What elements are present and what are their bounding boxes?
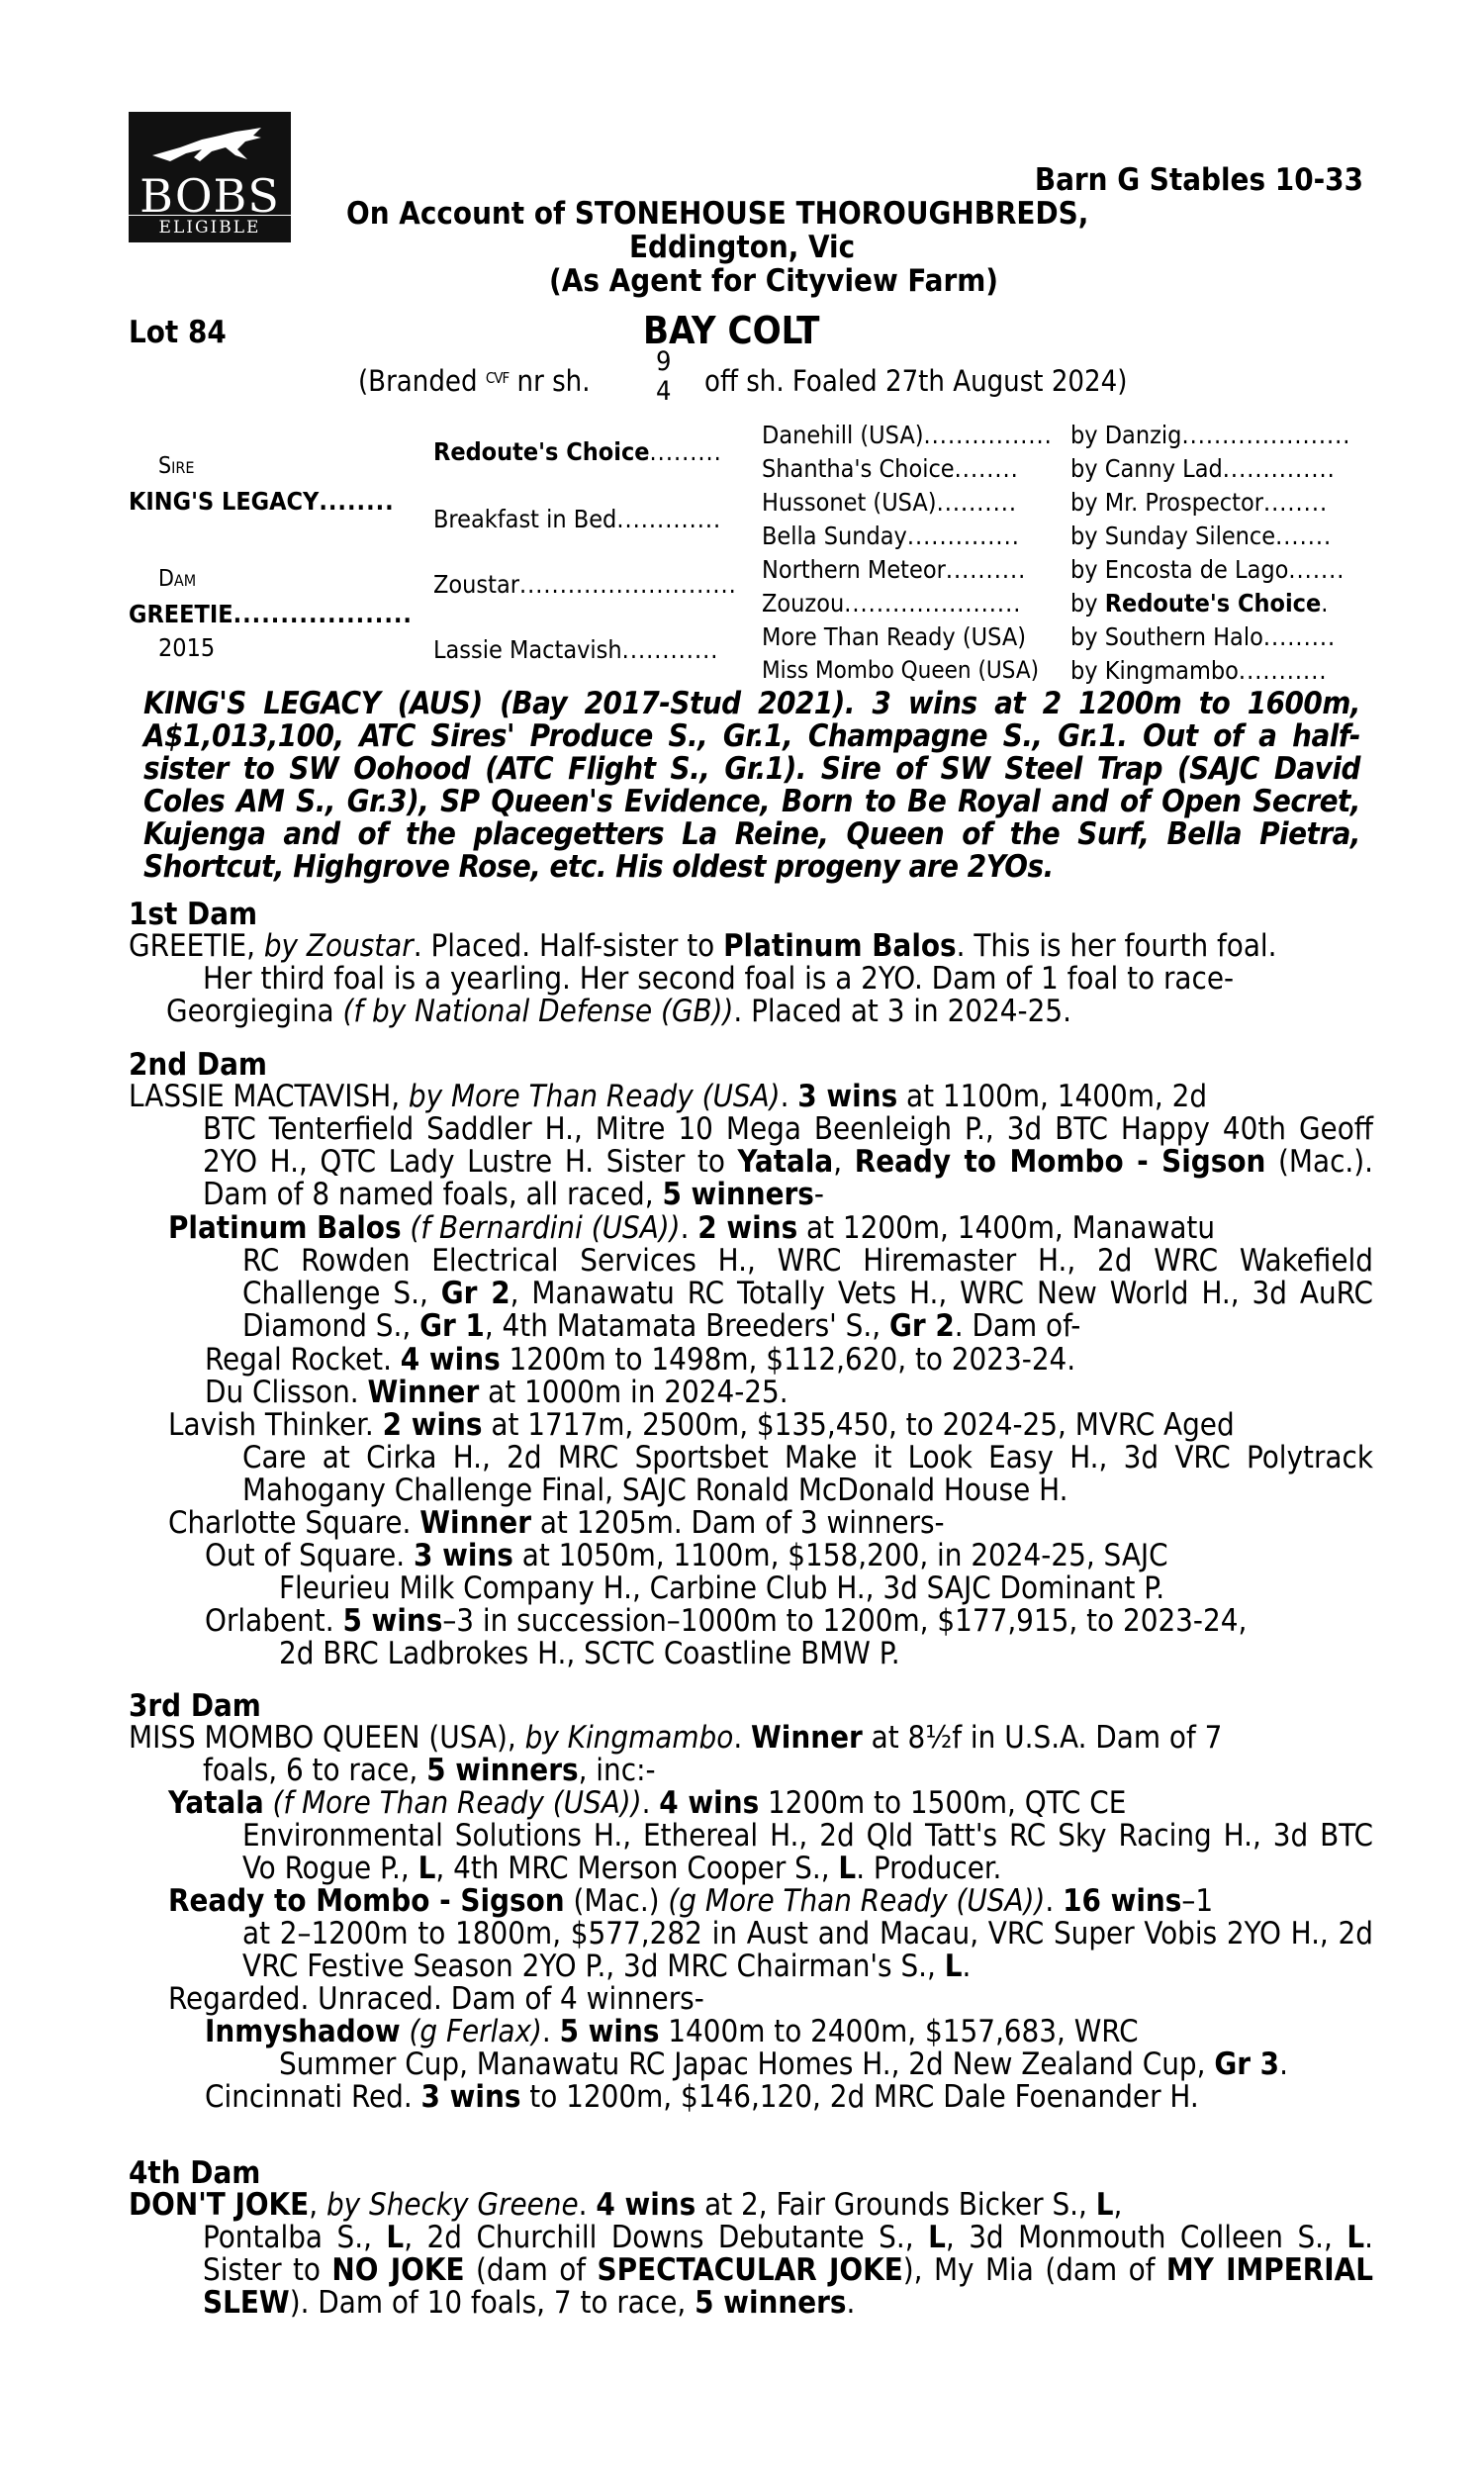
platinum-balos-entry: Platinum Balos (f Bernardini (USA)). 2 wins at 1200m, 1400m, Manawatu RC Rowden Electrical Services H., WRC Hiremaster H., 2d WRC Wakefield Challenge S., Gr 2, Manawatu RC Totally Vets H., WRC New World H., 3d AuRC Diamond S., Gr 1, 4th Matamata Breeders' S., Gr 2. Dam of-	[168, 1210, 1373, 1344]
brand-number-bottom: 4	[656, 376, 672, 407]
sire-summary: KING'S LEGACY (AUS) (Bay 2017-Stud 2021). 3 wins at 2 1200m to 1600m, A$1,013,100, ATC Sires' Produce S., Gr.1, Champagne S., Gr.1. Out of a half-sister to SW Oohood (ATC Flight S., Gr.1). Sire of SW Steel Trap (SAJC David Coles AM S., Gr.3), SP Queen's Evidence, Born to Be Royal and of Open Secret, Kujenga and of the placegetters La Reine, Queen of the Surf, Bella Pietra, Shortcut, Highgrove Rose, etc. His oldest progeny are 2YOs.	[143, 686, 1360, 885]
ready-to-mombo-entry: Ready to Mombo - Sigson (Mac.) (g More Than Ready (USA)). 16 wins–1 at 2–1200m to 1800m, $577,282 in Aust and Macau, VRC Super Vobis 2YO H., 2d VRC Festive Season 2YO P., 3d MRC Chairman's S., L.	[168, 1883, 1373, 1984]
inmyshadow-entry: Inmyshadow (g Ferlax). 5 wins 1400m to 2400m, $157,683, WRC Summer Cup, Manawatu RC Japac Homes H., 2d New Zealand Cup, Gr 3.	[205, 2014, 1288, 2082]
pedigree-g3-row: Bella Sunday..............	[762, 522, 1020, 550]
logo-main-text: BOBS	[139, 169, 280, 223]
sire-dam: Breakfast in Bed.............	[433, 505, 722, 533]
logo-sub-text: ELIGIBLE	[129, 215, 291, 238]
vendor-account: On Account of STONEHOUSE THOROUGHBREDS,	[346, 196, 1089, 232]
pedigree-g3-by: by Redoute's Choice.	[1070, 589, 1329, 618]
sire-name: KING'S LEGACY........	[129, 487, 395, 516]
cincinnati-red-entry: Cincinnati Red. 3 wins to 1200m, $146,120, 2d MRC Dale Foenander H.	[205, 2079, 1199, 2115]
barn-location: Barn G Stables 10-33	[1034, 162, 1363, 198]
lavish-thinker-entry: Lavish Thinker. 2 wins at 1717m, 2500m, $135,450, to 2024-25, MVRC Aged Care at Cirka H., 2d MRC Sportsbet Make it Look Easy H., 3d VRC Polytrack Mahogany Challenge Final, SAJC Ronald McDonald House H.	[168, 1407, 1373, 1508]
fourth-dam-text: DON'T JOKE, by Shecky Greene. 4 wins at 2, Fair Grounds Bicker S., L, Pontalba S., L, 2d Churchill Downs Debutante S., L, 3d Monmouth Colleen S., L. Sister to NO JOKE (dam of SPECTACULAR JOKE), My Mia (dam of MY IMPERIAL SLEW). Dam of 10 foals, 7 to race, 5 winners.	[129, 2187, 1374, 2321]
regal-rocket-entry: Regal Rocket. 4 wins 1200m to 1498m, $112,620, to 2023-24.	[205, 1342, 1076, 1378]
fourth-dam-heading: 4th Dam	[129, 2155, 261, 2191]
pedigree-g3-row: Hussonet (USA)..........	[762, 488, 1017, 517]
pedigree-g3-by: by Danzig.....................	[1070, 421, 1351, 449]
sire-sire: Redoute's Choice.........	[433, 437, 722, 466]
lot-number: Lot 84	[129, 315, 227, 350]
yatala-entry: Yatala (f More Than Ready (USA)). 4 wins 1200m to 1500m, QTC CE Environmental Solutions H., Ethereal H., 2d Qld Tatt's RC Sky Racing H., 3d BTC Vo Rogue P., L, 4th MRC Merson Cooper S., L. Producer.	[168, 1785, 1373, 1886]
out-of-square-entry: Out of Square. 3 wins at 1050m, 1100m, $158,200, in 2024-25, SAJC Fleurieu Milk Company H., Carbine Club H., 3d SAJC Dominant P.	[205, 1538, 1168, 1606]
vendor-agent: (As Agent for Cityview Farm)	[549, 263, 999, 299]
orlabent-entry: Orlabent. 5 wins–3 in succession–1000m to 1200m, $177,915, to 2023-24, 2d BRC Ladbrokes H., SCTC Coastline BMW P.	[205, 1603, 1248, 1671]
vendor-location: Eddington, Vic	[629, 230, 856, 265]
dam-name: GREETIE...................	[129, 600, 413, 628]
pedigree-g3-by: by Southern Halo.........	[1070, 622, 1337, 651]
pedigree-g3-row: Zouzou......................	[762, 589, 1022, 618]
dam-foaling-year: 2015	[158, 633, 216, 662]
charlotte-square-entry: Charlotte Square. Winner at 1205m. Dam of 3 winners-	[168, 1505, 945, 1541]
lot-title: BAY COLT	[643, 309, 820, 352]
pedigree-g3-by: by Sunday Silence.......	[1070, 522, 1333, 550]
pedigree-g3-by: by Mr. Prospector........	[1070, 488, 1329, 517]
dam-label: Dam	[158, 566, 197, 592]
second-dam-text: LASSIE MACTAVISH, by More Than Ready (USA). 3 wins at 1100m, 1400m, 2d BTC Tenterfield Saddler H., Mitre 10 Mega Beenleigh P., 3d BTC Happy 40th Geoff 2YO H., QTC Lady Lustre H. Sister to Yatala, Ready to Mombo - Sigson (Mac.). Dam of 8 named foals, all raced, 5 winners-	[129, 1079, 1373, 1212]
pedigree-g3-by: by Encosta de Lago.......	[1070, 555, 1345, 584]
first-dam-heading: 1st Dam	[129, 897, 258, 932]
first-dam-text: GREETIE, by Zoustar. Placed. Half-sister to Platinum Balos. This is her fourth foal. Her third foal is a yearling. Her second foal is a 2YO. Dam of 1 foal to race- Georgiegina (f by National Defense (GB)). Placed at 3 in 2024-25.	[129, 928, 1277, 1029]
pedigree-g3-row: Miss Mombo Queen (USA)	[762, 656, 1040, 684]
pedigree-g3-row: Shantha's Choice........	[762, 454, 1019, 483]
regarded-entry: Regarded. Unraced. Dam of 4 winners-	[168, 1981, 704, 2017]
pedigree-g3-row: More Than Ready (USA)	[762, 622, 1027, 651]
brand-number-top: 9	[656, 346, 672, 377]
pedigree-g3-by: by Kingmambo...........	[1070, 656, 1328, 685]
third-dam-text: MISS MOMBO QUEEN (USA), by Kingmambo. Winner at 8½f in U.S.A. Dam of 7 foals, 6 to race, 5 winners, inc:-	[129, 1720, 1223, 1788]
galloping-horse-icon	[150, 126, 269, 169]
brand-mid: nr sh.	[516, 364, 591, 398]
brand-line	[358, 364, 591, 398]
pedigree-g3-by: by Canny Lad..............	[1070, 454, 1336, 483]
du-clisson-entry: Du Clisson. Winner at 1000m in 2024-25.	[205, 1375, 788, 1410]
brand-prefix: (Branded	[358, 364, 478, 398]
pedigree-g3-row: Northern Meteor..........	[762, 555, 1027, 584]
second-dam-heading: 2nd Dam	[129, 1047, 267, 1083]
dam-dam: Lassie Mactavish............	[433, 635, 719, 664]
bobs-eligible-logo	[129, 112, 291, 242]
brand-suffix: off sh. Foaled 27th August 2024)	[704, 364, 1128, 398]
pedigree-g3-row: Danehill (USA)................	[762, 421, 1053, 449]
sire-label: Sire	[158, 453, 195, 479]
brand-mark: CVF	[485, 369, 510, 387]
third-dam-heading: 3rd Dam	[129, 1688, 261, 1724]
dam-sire: Zoustar...........................	[433, 570, 737, 599]
